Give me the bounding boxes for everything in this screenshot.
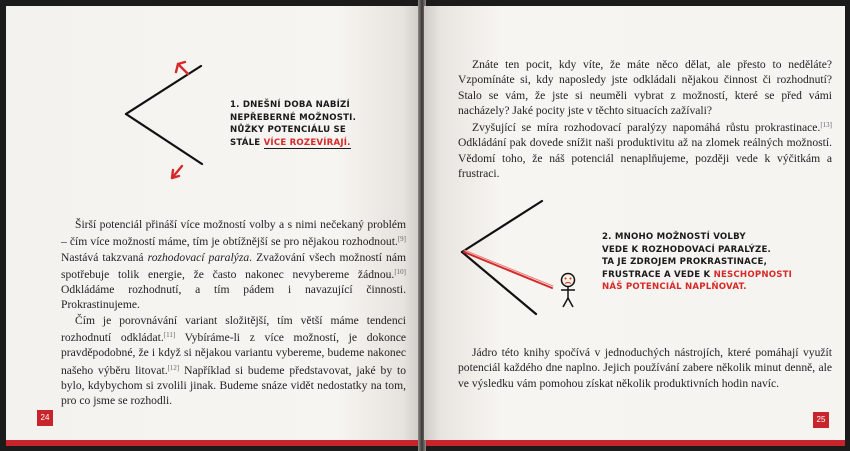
paragraph-choice-paralysis: Širší potenciál přináší více možností volby a s nimi nečekaný problém – čím více možností máme, tím je obtížnější se pro nějakou rozhodnout.[9] Nastává takzvaná rozhodovací paralýza. Zvažování všech možností nám spotřebuje tolik energie, že často nakonec nevybereme žádnou.[10] Odkládáme rozhodnutí, a tím pádem i navazující činnosti. Prokrastinujeme. [61,218,406,312]
figure-caption-2: 2. MNOHO MOŽNOSTÍ VOLBY VEDE K ROZHODOVACÍ PARALÝZE. TA JE ZDROJEM PROKRASTINACE, FRUSTRACE A VEDE K NESCHOPNOSTI NÁŠ POTENCIÁL NAPLŇOVAT. [602,232,793,293]
left-page [6,6,420,440]
paragraph-book-core: Jádro této knihy spočívá v jednoduchých nástrojích, které pomáhají využít potenciál každého dne naplno. Jejich používání zabere několik minut denně, ale ve výsledku vám pomohou získat několik produktivních hodin navíc. [458,346,832,390]
stick-figure-icon [561,274,575,308]
paragraph-procrastination: Zvyšující se míra rozhodovací paralýzy napomáhá růstu prokrastinace.[13] Odkládání pak dovede snížit naši produktivitu až na zlomek reálných možností. Vědomí toho, že náš potenciál nenaplňujeme, později vede k výčitkám a frustraci. [458,121,832,181]
page-number-right: 25 [813,412,829,428]
page-number-left: 24 [37,410,53,426]
right-body-text-bottom [458,345,832,391]
paragraph-comparison: Čím je porovnávání variant složitější, tím větší máme tendenci rozhodnutí odkládat.[11] Vybíráme-li z více možností, je dokonce pravděpodobné, že i když si nějakou variantu vybereme, budeme nakonec našeho výběru litovat.[12] Například si budeme představovat, jaké by to bylo, kdybychom si zvolili jinak. Budeme snáze vidět nedostatky na tom, pro co jsme se rozhodli. [61,313,406,408]
figure-caption-1: 1. DNEŠNÍ DOBA NABÍZÍ NEPŘEBERNÉ MOŽNOSTI. NŮŽKY POTENCIÁLU SE STÁLE VÍCE ROZEVÍRAJÍ. [230,100,357,148]
left-body-text [61,217,406,409]
right-page [424,6,845,440]
paragraph-intro-question: Znáte ten pocit, kdy víte, že máte něco dělat, ale přesto to neděláte? Vzpomínáte si, kdy naposledy jste odkládali nějakou činnost či rozhodnutí? Stalo se vám, že jste si neuměli vybrat z možností, které se před vámi nacházely? Jaké pocity jste v těchto situacích zažívali? [458,58,832,117]
